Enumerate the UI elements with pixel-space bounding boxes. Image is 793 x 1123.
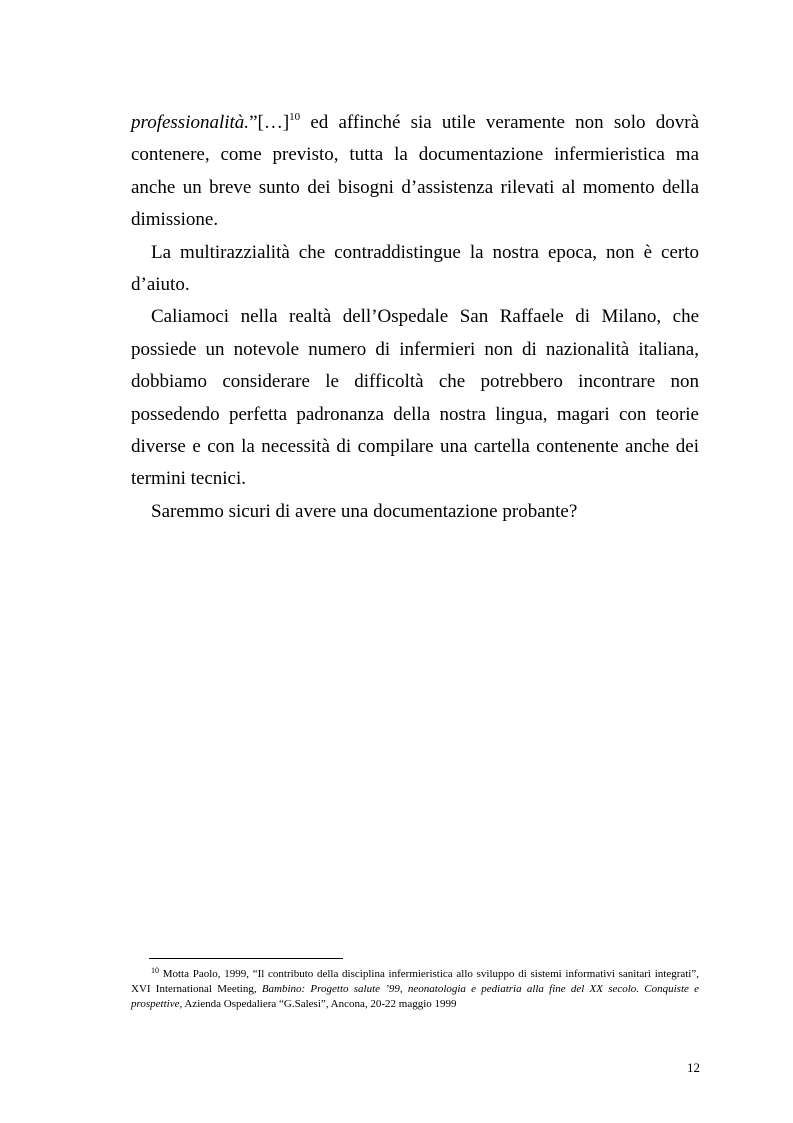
paragraph-continuation	[131, 107, 699, 237]
footnote-text: Motta Paolo, 1999, “Il contributo della disciplina infermieristica allo sviluppo di sistemi informativi sanitari integrati”, XVI International Meeting,	[131, 968, 699, 995]
footnote-italic-title: Bambino: Progetto salute ’99, neonatologia e pediatria alla fine del XX secolo. Conquiste e prospettive	[131, 982, 699, 1010]
paragraph-question: Saremmo sicuri di avere una documentazione probante?	[151, 500, 578, 522]
paragraph-san-raffaele: Caliamoci nella realtà dell’Ospedale San Raffaele di Milano, che possiede un notevole numero di infermieri non di nazionalità italiana, dobbiamo considerare le difficoltà che potrebbero incontrare non possedendo perfetta padronanza della nostra lingua, magari con teorie diverse e con la necessità di compilare una cartella contenente anche dei termini tecnici.	[131, 306, 699, 490]
footnote	[131, 967, 699, 1011]
italic-lead: professionalità.	[131, 112, 250, 133]
paragraph-multirazzialita: La multirazzialità che contraddistingue la nostra epoca, non è certo d’aiuto.	[131, 241, 699, 296]
footnote-reference[interactable]: 10	[289, 111, 301, 123]
paragraph-text: ed affinché sia utile veramente non solo dovrà contenere, come previsto, tutta la documentazione infermieristica ma anche un breve sunto dei bisogni d’assistenza rilevati al momento della dimissione.	[131, 112, 699, 231]
ellipsis-bracket: ”[…]	[249, 112, 290, 133]
footnote-marker: 10	[151, 966, 159, 975]
footnote-text-end: , Azienda Ospedaliera “G.Salesi”, Ancona, 20-22 maggio 1999	[179, 997, 457, 1010]
footnote-separator	[149, 958, 343, 959]
page-number: 12	[687, 1060, 700, 1075]
main-text	[131, 107, 699, 528]
